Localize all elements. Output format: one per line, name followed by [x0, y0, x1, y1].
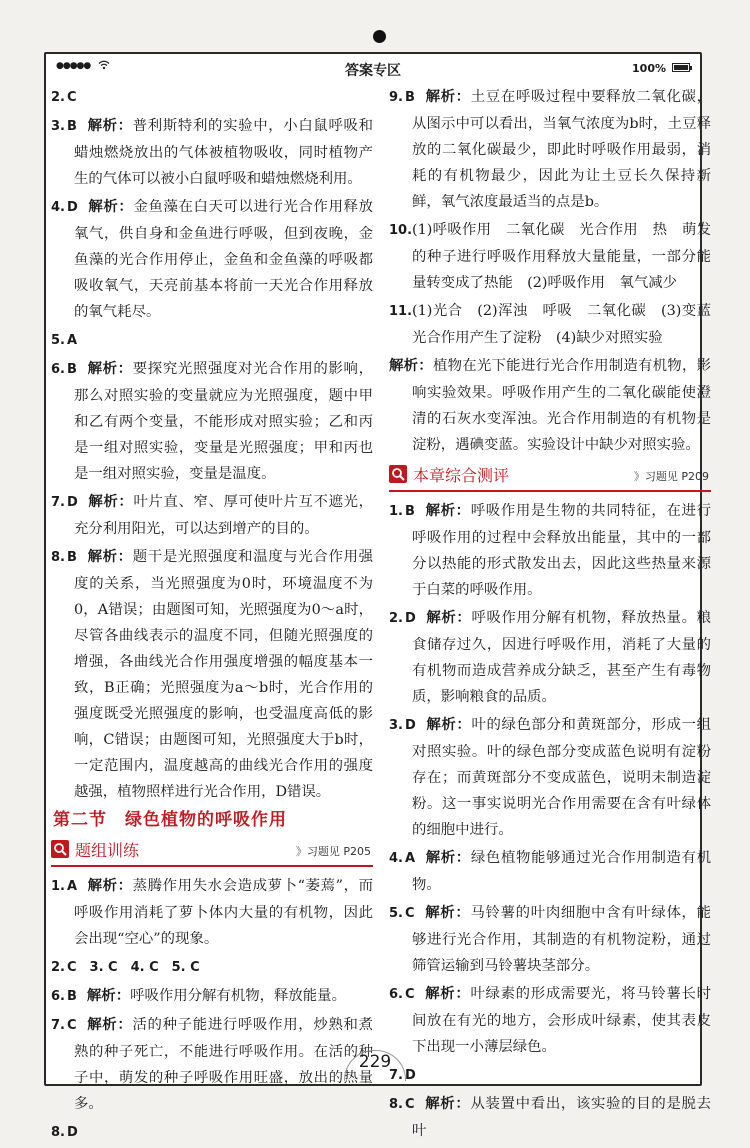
answer-key: 1. — [51, 879, 65, 894]
explanation-text: 蒸腾作用失水会造成萝卜“萎蔫”，而呼吸作用消耗了萝卜体内大量的有机物，因此会出现“空心”的现象。 — [74, 878, 373, 947]
answer-key: 4. — [389, 851, 403, 866]
answer-item — [51, 194, 373, 325]
explanation-text: 绿色植物能够通过光合作用制造有机物。 — [412, 850, 711, 893]
right-column — [389, 84, 726, 1146]
answer-choice: C — [404, 1097, 415, 1112]
answer-choice: A — [404, 851, 416, 866]
answer-item — [51, 983, 373, 1010]
answer-key: 4. — [51, 200, 65, 215]
answer-item — [51, 84, 373, 111]
explanation-label: 解析： — [424, 88, 471, 105]
answer-item — [51, 489, 373, 542]
explanation-text: 普利斯特利的实验中，小白鼠呼吸和蜡烛燃烧放出的气体被植物吸收，同时植物产生的气体可以被小白鼠呼吸和蜡烛燃烧利用。 — [74, 118, 373, 187]
answer-item — [389, 498, 711, 603]
explanation-label: 解析： — [424, 502, 471, 519]
section-title: 第二节 绿色植物的呼吸作用 — [53, 810, 287, 830]
answer-item — [389, 1062, 711, 1089]
explanation-text: (1)光合 (2)浑浊 呼吸 二氧化碳 (3)变蓝 光合作用产生了淀粉 (4)缺少对照实验 — [412, 303, 726, 346]
answer-item — [51, 544, 373, 805]
explanation-text: 活的种子能进行呼吸作用，炒熟和煮熟的种子死亡，不能进行呼吸作用。在活的种子中，萌发的种子呼吸作用旺盛，放出的热量多。 — [74, 1017, 373, 1112]
answer-key: 2. — [389, 611, 403, 626]
answer-item — [51, 327, 373, 354]
answer-choice: D — [404, 718, 416, 733]
group-header — [389, 460, 711, 492]
explanation-label: 解析： — [87, 493, 134, 510]
explanation-label: 解析： — [86, 987, 131, 1004]
answer-list — [51, 84, 373, 805]
answer-item — [389, 1091, 711, 1144]
answer-key: 3. — [389, 718, 403, 733]
explanation-text: 土豆在呼吸过程中要释放二氧化碳，从图示中可以看出，当氧气浓度为b时，土豆释放的二氧化碳最少，即此时呼吸作用最弱，消耗的有机物最少，因此为让土豆长久保持新鲜，氧气浓度最适当的点是b。 — [412, 89, 711, 210]
explanation-label: 解析： — [87, 877, 133, 894]
explanation-text: 呼吸作用分解有机物，释放能量。 — [130, 988, 346, 1004]
answer-item — [51, 1012, 373, 1117]
signal-icon: ●●●●● — [56, 61, 91, 71]
explanation-label: 解析： — [86, 117, 133, 134]
answer-key: 10. — [389, 223, 413, 238]
search-icon — [51, 840, 69, 858]
search-icon — [389, 465, 407, 483]
answer-key: 8. — [51, 1125, 65, 1140]
explanation-text: 植物在光下能进行光合作用制造有机物，影响实验效果。呼吸作用产生的二氧化碳能使澄清的石灰水变浑浊。光合作用制造的有机物是淀粉，遇碘变蓝。实验设计中缺少对照实验。 — [412, 358, 711, 453]
explanation-label: 解析： — [424, 904, 471, 921]
explanation-label: 解析： — [86, 1016, 133, 1033]
answer-choice: A — [66, 333, 78, 348]
explanation-label: 解析： — [424, 985, 471, 1002]
explanation-label: 解析： — [425, 716, 472, 733]
explanation-text: 叶片直、窄、厚可使叶片互不遮光，充分利用阳光，可以达到增产的目的。 — [74, 494, 373, 537]
explanation-label: 解析： — [425, 849, 471, 866]
answer-choice: C 3. C 4. C 5. C — [66, 960, 200, 975]
answer-choice: D — [66, 495, 78, 510]
answer-key: 2. — [51, 90, 65, 105]
answer-choice: D — [66, 200, 78, 215]
answer-item — [389, 845, 711, 898]
answer-item — [51, 954, 373, 981]
group-name: 本章综合测评 — [413, 466, 510, 485]
page-number: 229 — [358, 1052, 392, 1072]
explanation-label: 解析： — [389, 357, 433, 374]
answer-choice: A — [66, 879, 78, 894]
exercise-reference: 》习题见 P209 — [633, 470, 709, 483]
answer-key: 3. — [51, 119, 65, 134]
answer-key: 6. — [51, 362, 65, 377]
explanation-label: 解析： — [424, 1095, 471, 1112]
answer-item — [389, 981, 711, 1060]
answer-item — [389, 605, 711, 710]
battery-icon — [672, 63, 690, 72]
group-name: 题组训练 — [75, 841, 140, 860]
answer-key: 8. — [51, 550, 65, 565]
answer-item — [389, 712, 711, 843]
answer-item — [51, 113, 373, 192]
explanation-text: 呼吸作用是生物的共同特征，在进行呼吸作用的过程中会释放出能量，其中的一部分以热能的形式散发出去，因此这些热量来源于白菜的呼吸作用。 — [412, 503, 711, 598]
answer-key: 7. — [51, 495, 65, 510]
answer-choice: C — [66, 90, 77, 105]
answer-choice: C — [66, 1018, 77, 1033]
answer-item — [389, 217, 711, 296]
explanation-text: 题干是光照强度和温度与光合作用强度的关系，当光照强度为0时，环境温度不为0，A错误；由题图可知，光照强度为0～a时，尽管各曲线表示的温度不同，但随光照强度的增强，各曲线光合作用强度增强的幅度基本一致，B正确；光照强度为a～b时，光合作用的强度既受光照强度的影响，也受温度高低的影响，C错误；由题图可知，光照强度大于b时，一定范围内，温度越高的曲线光合作用的强度越强，植物照样进行光合作用，D错误。 — [74, 549, 373, 800]
left-column — [51, 84, 373, 1148]
answer-choice: B — [404, 504, 415, 519]
answer-item — [389, 900, 711, 979]
answer-key: 2. — [51, 960, 65, 975]
answer-choice: D — [404, 611, 416, 626]
battery-percentage: 100% — [632, 62, 666, 75]
answer-key: 6. — [51, 989, 65, 1004]
answer-key: 9. — [389, 90, 403, 105]
explanation-label: 解析： — [87, 198, 134, 215]
group-header — [51, 835, 373, 867]
answer-choice: B — [66, 362, 77, 377]
device-screen — [44, 52, 726, 1140]
page-title: 答案专区 — [345, 63, 401, 79]
answer-key: 1. — [389, 504, 403, 519]
explanation-text: 叶的绿色部分和黄斑部分，形成一组对照实验。叶的绿色部分变成蓝色说明有淀粉存在；而黄斑部分不变成蓝色，说明未制造淀粉。这一事实说明光合作用需要在含有叶绿体的细胞中进行。 — [412, 717, 711, 838]
answer-list — [389, 84, 726, 458]
answer-item — [51, 873, 373, 952]
answer-key: 8. — [389, 1097, 403, 1112]
status-bar — [46, 54, 700, 84]
answer-item — [389, 298, 726, 351]
answer-key: 7. — [51, 1018, 65, 1033]
answer-key: 11. — [389, 304, 413, 319]
explanation-label: 解析： — [425, 609, 472, 626]
answer-item — [389, 84, 711, 215]
explanation-text: 金鱼藻在白天可以进行光合作用释放氧气，供自身和金鱼进行呼吸，但到夜晚，金鱼藻的光合作用停止，金鱼和金鱼藻的呼吸都吸收氧气，天亮前基本将前一天光合作用释放的氧气耗尽。 — [74, 199, 373, 320]
camera-dot — [373, 30, 386, 43]
answer-item — [51, 1119, 373, 1146]
answer-choice: B — [66, 550, 77, 565]
answer-key: 6. — [389, 987, 403, 1002]
answer-choice: C — [404, 906, 415, 921]
explanation-text: 呼吸作用分解有机物，释放热量。粮食储存过久，因进行呼吸作用，消耗了大量的有机物而造成营养成分缺乏，甚至产生有毒物质，影响粮食的品质。 — [412, 610, 711, 705]
answer-choice: B — [66, 989, 77, 1004]
answer-list — [389, 498, 711, 1144]
explanation-text: 马铃薯的叶肉细胞中含有叶绿体，能够进行光合作用，其制造的有机物淀粉，通过筛管运输到马铃薯块茎部分。 — [412, 905, 711, 974]
answer-choice: B — [404, 90, 415, 105]
explanation-text: 从装置中看出，该实验的目的是脱去叶 — [412, 1096, 711, 1139]
explanation-label: 解析： — [86, 548, 133, 565]
answer-choice: C — [404, 987, 415, 1002]
answer-item — [51, 356, 373, 487]
answer-key: 5. — [389, 906, 403, 921]
explanation-text: 叶绿素的形成需要光，将马铃薯长时间放在有光的地方，会形成叶绿素，使其表皮下出现一小薄层绿色。 — [412, 986, 711, 1055]
exercise-reference: 》习题见 P205 — [295, 845, 371, 858]
answer-item — [389, 353, 711, 458]
explanation-text: (1)呼吸作用 二氧化碳 光合作用 热 萌发的种子进行呼吸作用释放大量能量，一部分能量转变成了热能 (2)呼吸作用 氧气减少 — [412, 222, 711, 291]
answer-choice: D — [404, 1068, 416, 1083]
answer-choice: D — [66, 1125, 78, 1140]
explanation-text: 要探究光照强度对光合作用的影响，那么对照实验的变量就应为光照强度，题中甲和乙有两个变量，不能形成对照实验；乙和丙是一组对照实验，变量是光照强度；甲和丙也是一组对照实验，变量是温度。 — [74, 361, 373, 482]
explanation-label: 解析： — [86, 360, 133, 377]
answer-list — [51, 873, 373, 1146]
answer-choice: B — [66, 119, 77, 134]
answer-key: 5. — [51, 333, 65, 348]
answer-key: 7. — [389, 1068, 403, 1083]
